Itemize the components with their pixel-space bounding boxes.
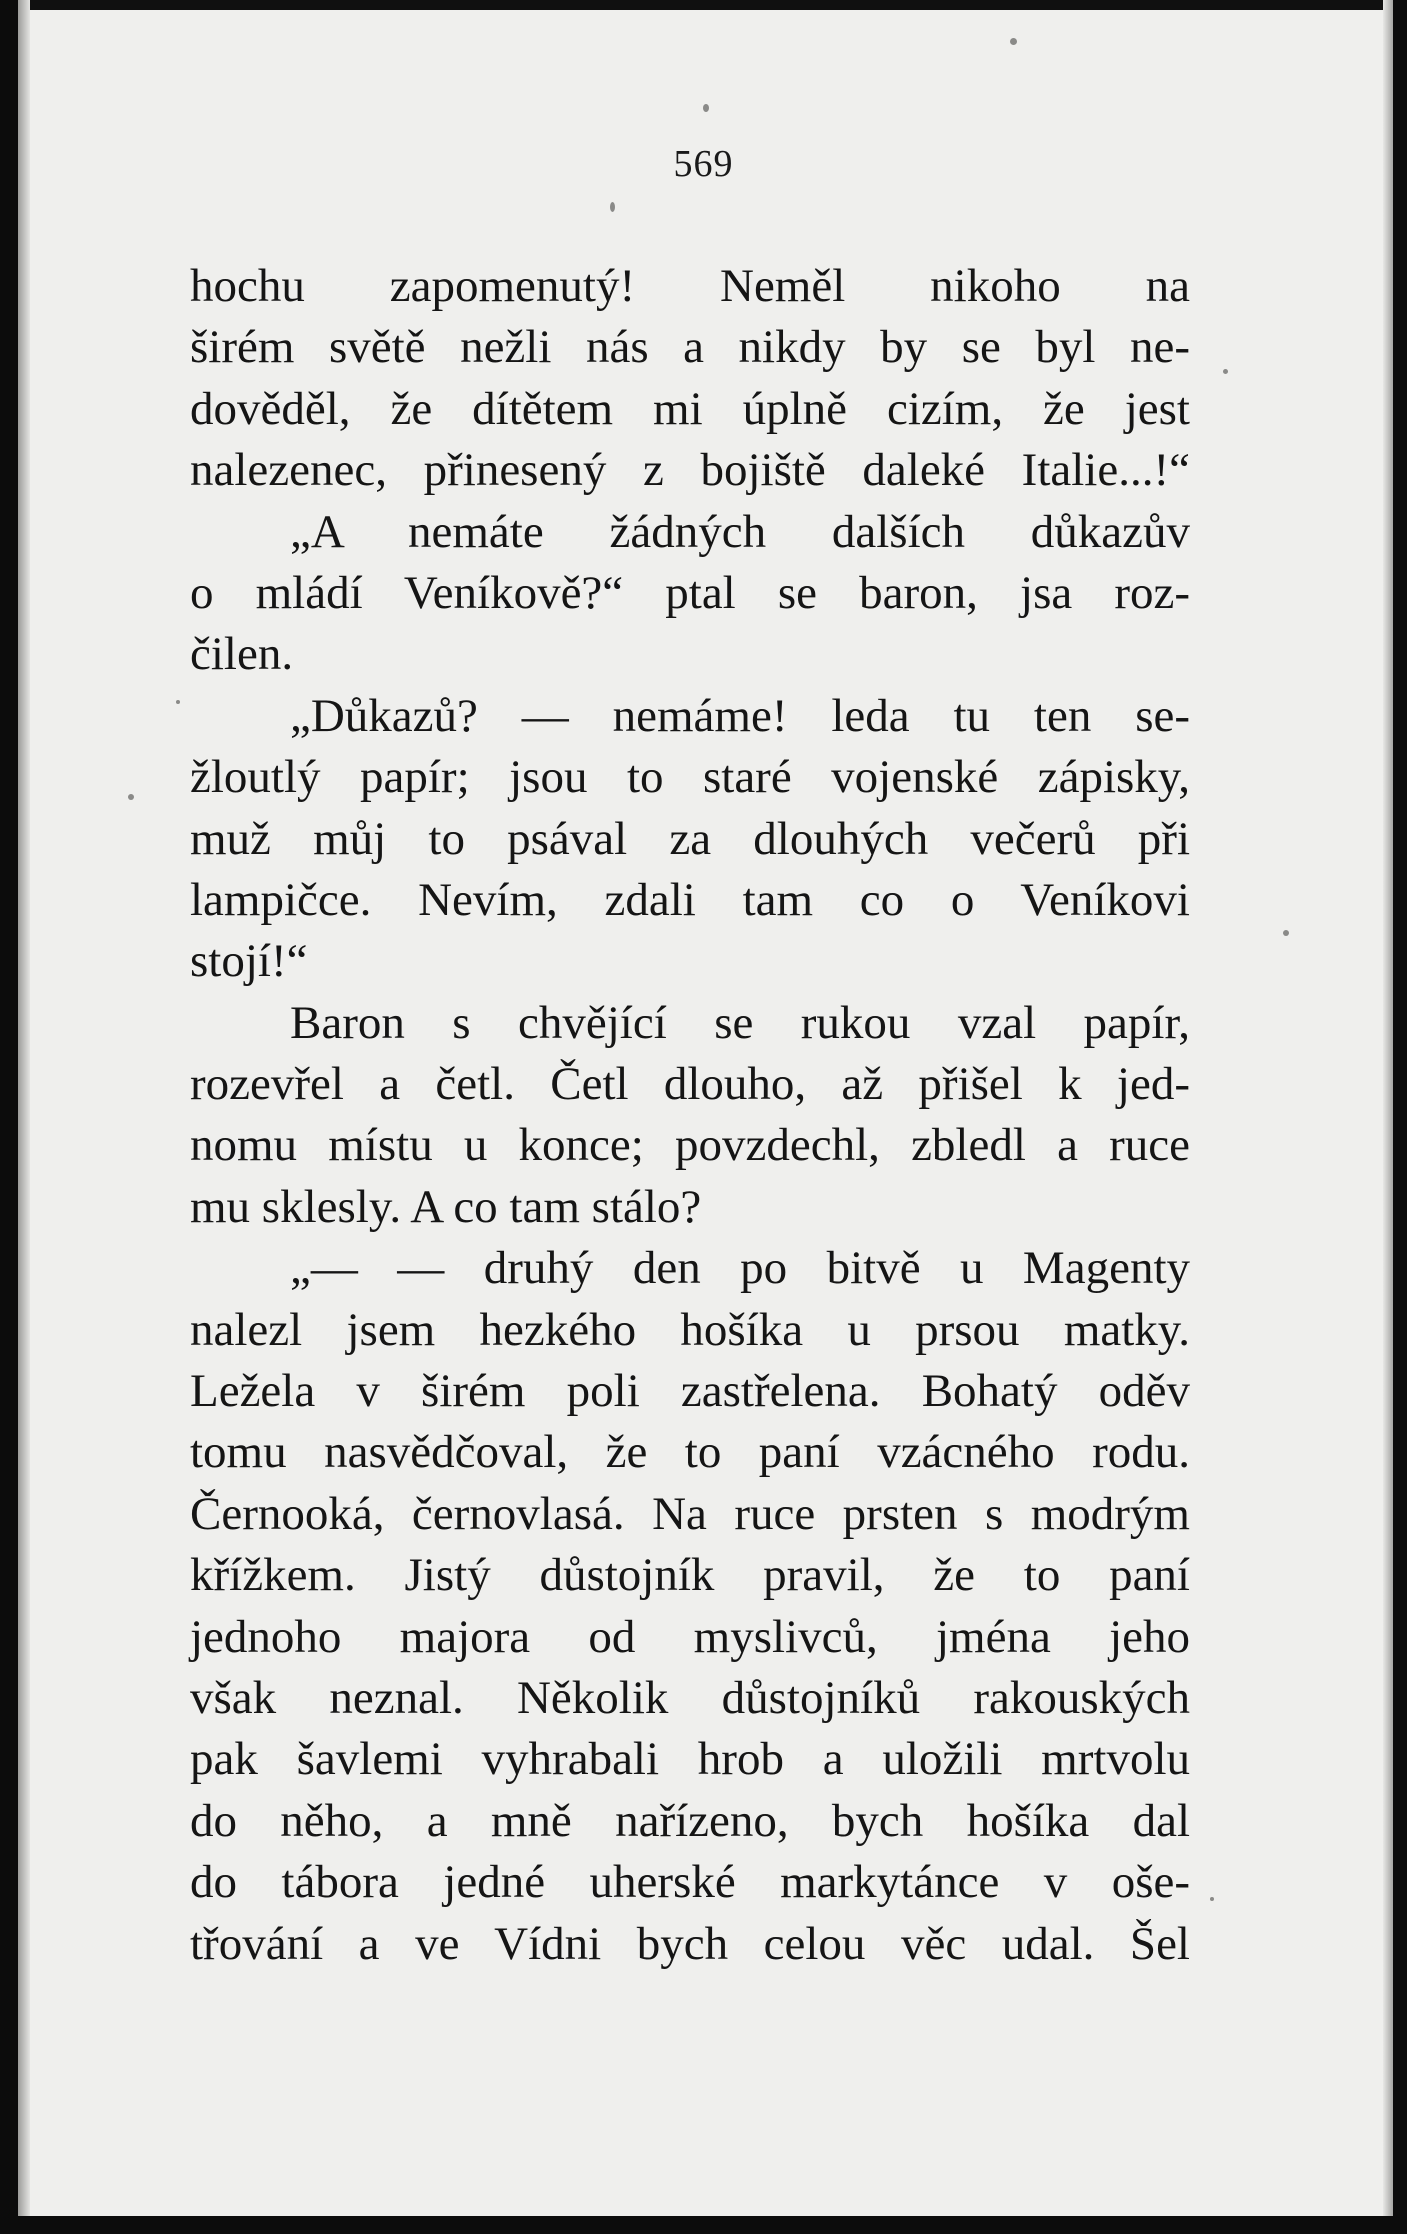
text-line: nalezl jsem hezkého hošíka u prsou matky. — [190, 1303, 1190, 1356]
print-speck — [128, 794, 134, 800]
text-line: hochu zapomenutý! Neměl nikoho na — [190, 260, 1190, 312]
page-gutter-shadow — [18, 0, 30, 2234]
text-line: pak šavlemi vyhrabali hrob a uložili mrtvolu — [190, 1733, 1190, 1786]
page-number: 569 — [673, 143, 734, 185]
scan-border-left — [0, 0, 18, 2234]
scan-border-right — [1393, 0, 1407, 2234]
text-line: však neznal. Několik důstojníků rakouských — [190, 1671, 1190, 1724]
text-line: „Důkazů? — nemáme! leda tu ten se- — [290, 689, 1190, 742]
print-speck — [703, 104, 709, 112]
text-line: rozevřel a četl. Četl dlouho, až přišel k jed- — [190, 1058, 1190, 1111]
text-line: nomu místu u konce; povzdechl, zbledl a ruce — [190, 1119, 1190, 1172]
print-speck — [1010, 38, 1017, 45]
text-line: dověděl, že dítětem mi úplně cizím, že jest — [190, 382, 1190, 435]
print-speck — [610, 202, 615, 212]
text-line: širém světě nežli nás a nikdy by se byl ne- — [190, 321, 1190, 374]
page-edge-shadow — [1383, 0, 1393, 2234]
text-line: třování a ve Vídni bych celou věc udal. Šel — [190, 1917, 1190, 1970]
text-line: „— — druhý den po bitvě u Magenty — [290, 1242, 1190, 1295]
text-line: muž můj to psával za dlouhých večerů při — [190, 812, 1190, 865]
body-text — [190, 256, 1190, 1975]
text-line: „A nemáte žádných dalších důkazův — [290, 505, 1190, 558]
text-line: stojí!“ — [190, 935, 308, 988]
print-speck — [176, 700, 180, 704]
text-line: do něho, a mně nařízeno, bych hošíka dal — [190, 1794, 1190, 1847]
text-line: nalezenec, přinesený z bojiště daleké Italie...!“ — [190, 444, 1190, 497]
text-line: tomu nasvědčoval, že to paní vzácného rodu. — [190, 1426, 1190, 1479]
text-line: jednoho majora od myslivců, jména jeho — [190, 1610, 1190, 1663]
text-line: Baron s chvějící se rukou vzal papír, — [290, 996, 1190, 1049]
text-line: Ležela v širém poli zastřelena. Bohatý oděv — [190, 1365, 1190, 1418]
text-line: o mládí Veníkově?“ ptal se baron, jsa roz- — [190, 566, 1190, 619]
text-line: křížkem. Jistý důstojník pravil, že to paní — [190, 1549, 1190, 1602]
text-line: Černooká, černovlasá. Na ruce prsten s modrým — [190, 1487, 1190, 1540]
print-speck — [1223, 369, 1228, 374]
text-line: lampičce. Nevím, zdali tam co o Veníkovi — [190, 873, 1190, 926]
print-speck — [1210, 1897, 1214, 1901]
text-line: mu sklesly. A co tam stálo? — [190, 1180, 702, 1233]
scan-border-bottom — [0, 2216, 1407, 2234]
scan-border-top — [0, 0, 1407, 10]
text-line: čilen. — [190, 628, 294, 681]
print-speck — [1283, 930, 1289, 936]
text-line: do tábora jedné uherské markytánce v oše- — [190, 1856, 1190, 1909]
text-line: žloutlý papír; jsou to staré vojenské zápisky, — [190, 751, 1190, 804]
